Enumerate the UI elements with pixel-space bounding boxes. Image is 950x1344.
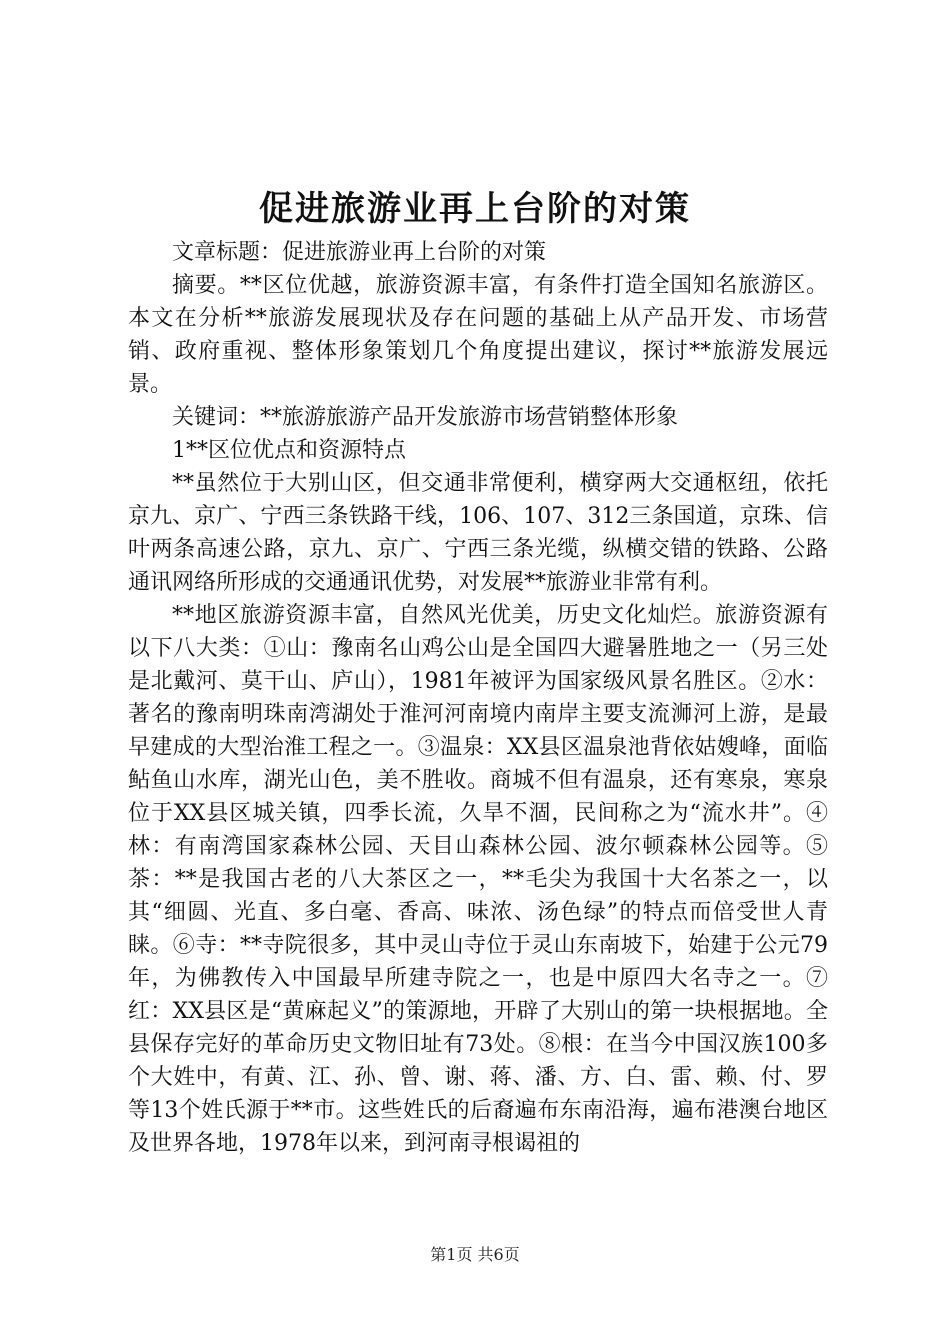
section-heading: 1**区位优点和资源特点 <box>172 438 406 463</box>
document-body <box>128 236 828 1160</box>
article-title-line: 文章标题：促进旅游业再上台阶的对策 <box>172 240 547 265</box>
abstract-paragraph: 摘要。**区位优越，旅游资源丰富，有条件打造全国知名旅游区。本文在分析**旅游发展现状及存在问题的基础上从产品开发、市场营销、政府重视、整体形象策划几个角度提出建议，探讨**旅游发展远景。 <box>128 273 828 397</box>
resources-paragraph: **地区旅游资源丰富，自然风光优美，历史文化灿烂。旅游资源有以下八大类：①山：豫南名山鸡公山是全国四大避暑胜地之一（另三处是北戴河、莫干山、庐山），1981年被评为国家级风景名胜区。②水：著名的豫南明珠南湾湖处于淮河河南境内南岸主要支流浉河上游，是最早建成的大型治淮工程之一。③温泉：XX县区温泉池背依姑嫂峰，面临鲇鱼山水库，湖光山色，美不胜收。商城不但有温泉，还有寒泉，寒泉位于XX县区城关镇，四季长流，久旱不涸，民间称之为“流水井”。④林：有南湾国家森林公园、天目山森林公园、波尔顿森林公园等。⑤茶：**是我国古老的八大茶区之一，**毛尖为我国十大名茶之一，以其“细圆、光直、多白毫、香高、味浓、汤色绿”的特点而倍受世人青睐。⑥寺：**寺院很多，其中灵山寺位于灵山东南坡下，始建于公元79年，为佛教传入中国最早所建寺院之一，也是中原四大名寺之一。⑦红：XX县区是“黄麻起义”的策源地，开辟了大别山的第一块根据地。全县保存完好的革命历史文物旧址有73处。⑧根：在当今中国汉族100多个大姓中，有黄、江、孙、曾、谢、蒋、潘、方、白、雷、赖、付、罗等13个姓氏源于**市。这些姓氏的后裔遍布东南沿海，遍布港澳台地区及世界各地，1978年以来，到河南寻根谒祖的 <box>128 603 828 1156</box>
document-title: 促进旅游业再上台阶的对策 <box>259 189 691 229</box>
keywords-paragraph: 关键词：**旅游旅游产品开发旅游市场营销整体形象 <box>172 405 679 430</box>
transport-paragraph: **虽然位于大别山区，但交通非常便利，横穿两大交通枢纽，依托京九、京广、宁西三条铁路干线，106、107、312三条国道，京珠、信叶两条高速公路，京九、京广、宁西三条光缆，纵横交错的铁路、公路通讯网络所形成的交通通讯优势，对发展**旅游业非常有利。 <box>128 471 828 595</box>
page-footer: 第1页 共6页 <box>430 1245 520 1264</box>
